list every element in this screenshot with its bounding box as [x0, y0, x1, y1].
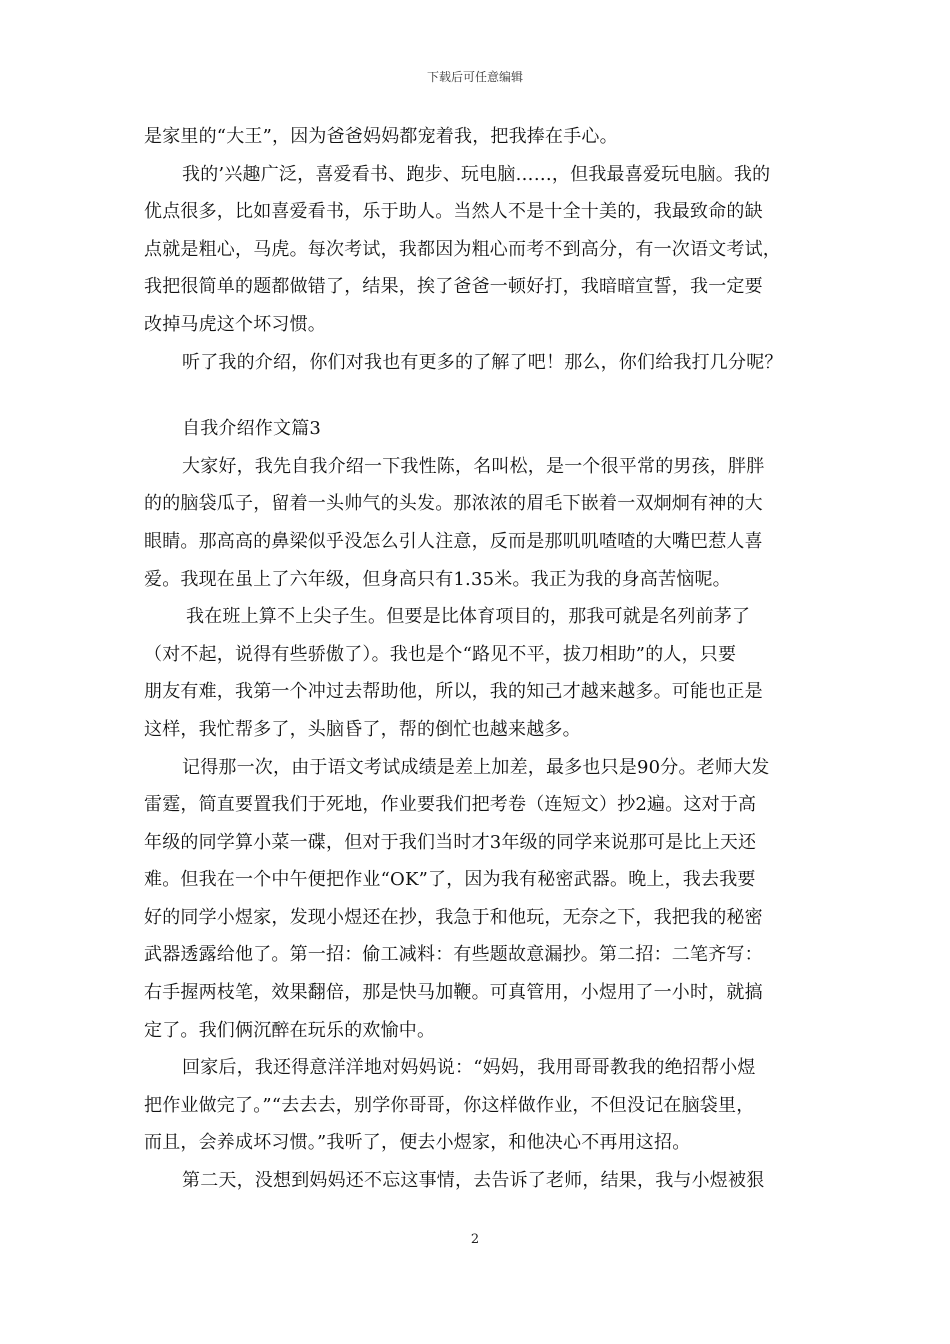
- text-line: 优点很多，比如喜爱看书，乐于助人。当然人不是十全十美的，我最致命的缺: [144, 201, 763, 223]
- paragraph-first-line: 我在班上算不上尖子生。但要是比体育项目的，那我可就是名列前茅了: [186, 606, 751, 628]
- document-body: [144, 118, 814, 1200]
- paragraph-first-line: 我的’兴趣广泛，喜爱看书、跑步、玩电脑……，但我最喜爱玩电脑。我的: [182, 163, 771, 185]
- text-line: 这样，我忙帮多了，头脑昏了，帮的倒忙也越来越多。: [144, 718, 581, 740]
- text-line: 雷霆，简直要置我们于死地，作业要我们把考卷（连短文）抄2遍。这对于高: [144, 794, 757, 816]
- text-line: 爱。我现在虽上了六年级，但身高只有1.35米。我正为我的身高苦恼呢。: [144, 568, 731, 590]
- paragraph-first-line: 听了我的介绍，你们对我也有更多的了解了吧！那么，你们给我打几分呢？: [182, 351, 783, 373]
- text-line: 定了。我们俩沉醉在玩乐的欢愉中。: [144, 1019, 436, 1041]
- text-line: 我把很简单的题都做错了，结果，挨了爸爸一顿好打，我暗暗宣誓，我一定要: [144, 276, 763, 298]
- paragraph-first-line: 第二天，没想到妈妈还不忘这事情，去告诉了老师，结果，我与小煜被狠: [182, 1170, 765, 1192]
- section-gap: [144, 381, 814, 410]
- text-line: 年级的同学算小菜一碟，但对于我们当时才3年级的同学来说那可是比上天还: [144, 831, 757, 853]
- paragraph-first-line: 回家后，我还得意洋洋地对妈妈说：“妈妈，我用哥哥教我的绝招帮小煜: [182, 1057, 756, 1079]
- text-line: 右手握两枝笔，效果翻倍，那是快马加鞭。可真管用，小煜用了一小时，就搞: [144, 982, 763, 1004]
- paragraph-first-line: 大家好，我先自我介绍一下我性陈，名叫松，是一个很平常的男孩，胖胖: [182, 455, 765, 477]
- text-line: 而且，会养成坏习惯。”我听了，便去小煜家，和他决心不再用这招。: [144, 1132, 691, 1154]
- paragraph-first-line: 记得那一次，由于语文考试成绩是差上加差，最多也只是90分。老师大发: [182, 756, 770, 778]
- text-line: 难。但我在一个中午便把作业“OK”了，因为我有秘密武器。晚上，我去我要: [144, 869, 756, 891]
- text-line: 把作业做完了。”“去去去，别学你哥哥，你这样做作业，不但没记在脑袋里，: [144, 1094, 755, 1116]
- text-line: 好的同学小煜家，发现小煜还在抄，我急于和他玩，无奈之下，我把我的秘密: [144, 906, 763, 928]
- page-number: 2: [470, 1232, 480, 1247]
- text-line: （对不起，说得有些骄傲了）。我也是个“路见不平，拔刀相助”的人，只要: [144, 643, 737, 665]
- text-line: 的的脑袋瓜子，留着一头帅气的头发。那浓浓的眉毛下嵌着一双炯炯有神的大: [144, 493, 763, 515]
- section-title: 自我介绍作文篇3: [182, 418, 322, 440]
- text-line: 眼睛。那高高的鼻梁似乎没怎么引人注意，反而是那叽叽喳喳的大嘴巴惹人喜: [144, 530, 763, 552]
- text-line: 改掉马虎这个坏习惯。: [144, 313, 326, 335]
- page-header: 下载后可任意编辑: [426, 70, 523, 84]
- text-line: 是家里的“大王”，因为爸爸妈妈都宠着我，把我捧在手心。: [144, 126, 618, 147]
- text-line: 朋友有难，我第一个冲过去帮助他，所以，我的知己才越来越多。可能也正是: [144, 681, 763, 703]
- text-line: 点就是粗心，马虎。每次考试，我都因为粗心而考不到高分，有一次语文考试，: [144, 238, 781, 260]
- text-line: 武器透露给他了。第一招：偷工减料：有些题故意漏抄。第二招：二笔齐写：: [144, 944, 763, 966]
